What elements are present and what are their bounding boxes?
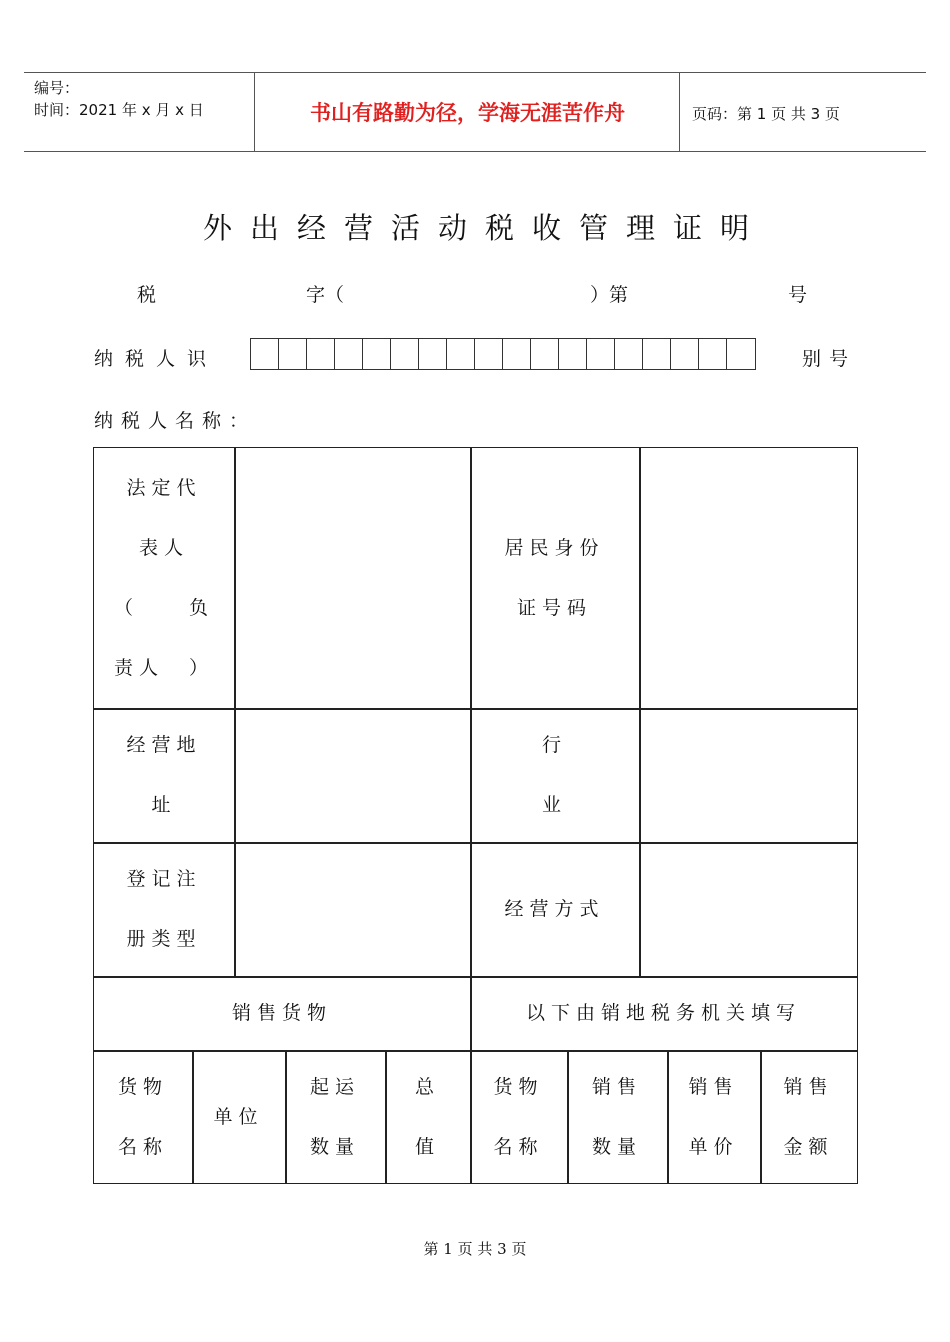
time-label: 时间：2021 年 x 月 x 日 (34, 101, 204, 119)
taxpayer-id-box[interactable] (587, 339, 615, 369)
col-header-line: 金额 (783, 1135, 834, 1158)
col-header-line: 数量 (309, 1135, 360, 1158)
id-number-line: 证号码 (516, 597, 592, 619)
reg-type-line: 登记注 (126, 868, 202, 890)
legal-rep-line: 责人 ） (113, 657, 214, 679)
page-footer: 第 1 页 共 3 页 (423, 1240, 527, 1258)
taxpayer-id-row (94, 338, 874, 372)
taxpayer-id-suffix: 别号 (802, 348, 857, 370)
address-value[interactable] (234, 708, 470, 842)
industry-line: 业 (541, 794, 567, 816)
id-number-value[interactable] (639, 448, 857, 708)
address-label (94, 708, 234, 842)
doc-number-part1: 税 (137, 284, 157, 306)
col-header-line: 数量 (591, 1135, 642, 1158)
id-number-label (470, 448, 639, 708)
taxpayer-id-boxes[interactable] (250, 338, 756, 370)
reg-type-value[interactable] (234, 842, 470, 976)
legal-rep-line: 法定代 (126, 477, 202, 499)
taxpayer-id-box[interactable] (531, 339, 559, 369)
col-header-line: 值 (414, 1135, 440, 1158)
id-number-line: 居民身份 (504, 537, 605, 559)
col-header-line: 总 (414, 1075, 440, 1098)
taxpayer-id-box[interactable] (307, 339, 335, 369)
taxpayer-id-box[interactable] (699, 339, 727, 369)
col-unit: 单位 (213, 1105, 264, 1128)
col-header-line: 名称 (493, 1135, 544, 1158)
taxpayer-id-box[interactable] (279, 339, 307, 369)
legal-rep-line: 表人 (138, 537, 189, 559)
taxpayer-id-box[interactable] (335, 339, 363, 369)
col-total (385, 1050, 470, 1183)
taxpayer-id-box[interactable] (391, 339, 419, 369)
certificate-table (93, 447, 858, 1184)
taxpayer-id-box[interactable] (559, 339, 587, 369)
doc-number-part4: 号 (788, 284, 808, 306)
reg-type-label (94, 842, 234, 976)
taxpayer-id-box[interactable] (727, 339, 755, 369)
col-ship-qty (285, 1050, 385, 1183)
header-motto: 书山有路勤为径，学海无涯苦作舟 (310, 101, 625, 125)
col-header-line: 销售 (591, 1075, 642, 1098)
header-page-info: 页码：第 1 页 共 3 页 (692, 105, 840, 123)
industry-line: 行 (541, 734, 567, 756)
col-header-line: 名称 (117, 1135, 168, 1158)
taxpayer-id-box[interactable] (475, 339, 503, 369)
taxpayer-id-box[interactable] (251, 339, 279, 369)
header-divider (254, 73, 255, 151)
taxpayer-id-box[interactable] (419, 339, 447, 369)
local-tax-header: 以下由销地税务机关填写 (525, 1002, 801, 1024)
taxpayer-name-label: 纳税人名称： (94, 410, 257, 432)
sales-goods-header: 销售货物 (231, 1002, 332, 1024)
address-line: 址 (151, 794, 177, 816)
legal-rep-value[interactable] (234, 448, 470, 708)
taxpayer-id-box[interactable] (643, 339, 671, 369)
taxpayer-id-box[interactable] (615, 339, 643, 369)
col-header-line: 货物 (117, 1075, 168, 1098)
col-header-line: 起运 (309, 1075, 360, 1098)
header-meta (34, 77, 204, 121)
industry-value[interactable] (639, 708, 857, 842)
col-goods-name (94, 1050, 192, 1183)
page-header (24, 72, 926, 152)
header-divider (679, 73, 680, 151)
col-sale-qty (567, 1050, 667, 1183)
col-sale-price (667, 1050, 760, 1183)
address-line: 经营地 (126, 734, 202, 756)
business-mode-label: 经营方式 (504, 898, 605, 920)
legal-rep-line: （ 负 (113, 597, 214, 619)
legal-rep-label (94, 448, 234, 708)
reg-type-line: 册类型 (126, 928, 202, 950)
taxpayer-id-box[interactable] (363, 339, 391, 369)
business-mode-value[interactable] (639, 842, 857, 976)
industry-label (470, 708, 639, 842)
col-goods-name-2 (470, 1050, 567, 1183)
taxpayer-id-box[interactable] (503, 339, 531, 369)
col-header-line: 单价 (688, 1135, 739, 1158)
doc-number-part3: ）第 (590, 284, 629, 306)
taxpayer-id-label: 纳税人识 (94, 348, 219, 370)
col-sale-amount (760, 1050, 857, 1183)
document-title: 外出经营活动税收管理证明 (202, 211, 767, 245)
taxpayer-id-box[interactable] (447, 339, 475, 369)
col-header-line: 销售 (688, 1075, 739, 1098)
taxpayer-id-box[interactable] (671, 339, 699, 369)
doc-number-part2: 字（ (306, 284, 345, 306)
serial-label: 编号： (34, 79, 80, 97)
col-header-line: 销售 (783, 1075, 834, 1098)
col-header-line: 货物 (493, 1075, 544, 1098)
